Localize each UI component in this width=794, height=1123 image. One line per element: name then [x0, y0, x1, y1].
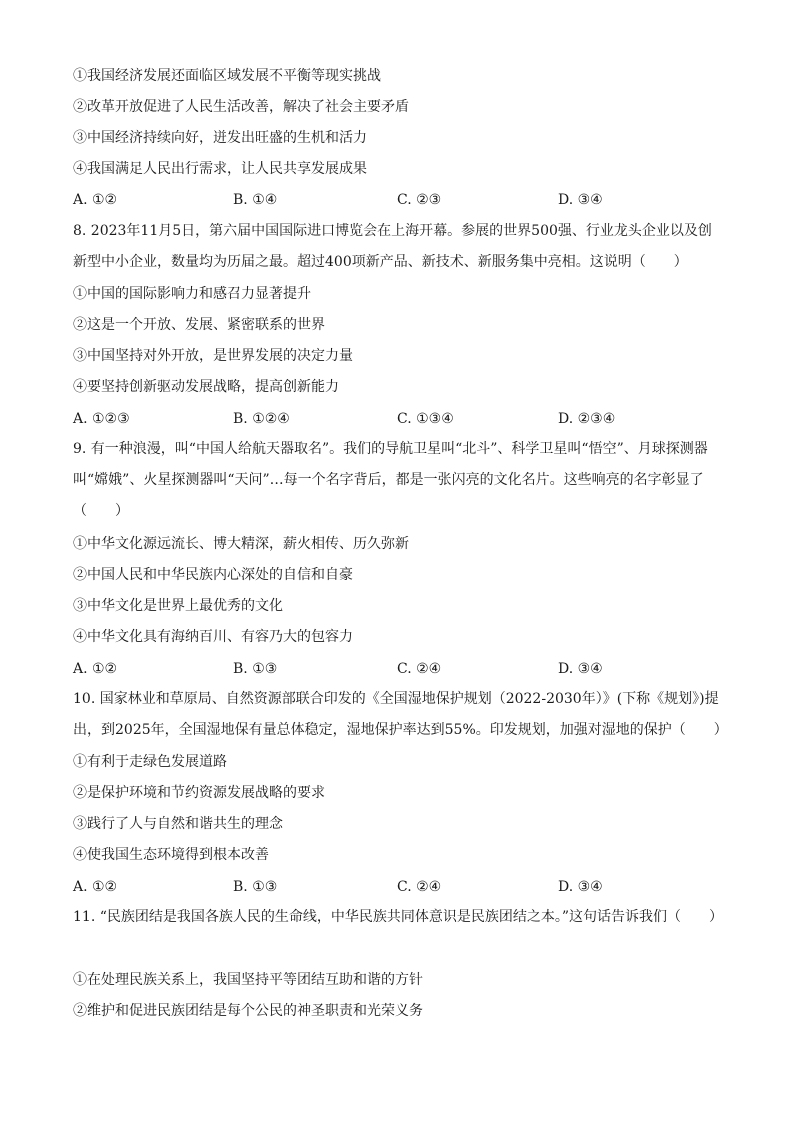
option-a: A. ①②	[73, 661, 118, 677]
option-b: B. ①③	[233, 661, 278, 677]
item-line: ①中国的国际影响力和感召力显著提升	[73, 286, 311, 302]
option-d: D. ③④	[558, 879, 603, 895]
question-8-stem: 8. 2023年11月5日，第六届中国国际进口博览会在上海开幕。参展的世界500强、行业龙头企业以及创新型中小企业，数量均为历届之最。超过400项新产品、新技术、新服务集中亮相。这说明（ ）	[73, 223, 712, 270]
question-10-stem: 10. 国家林业和草原局、自然资源部联合印发的《全国湿地保护规划（2022-2030年）》(下称《规划》)提出，到2025年，全国湿地保有量总体稳定，湿地保护率达到55%。印发规划，加强对湿地的保护（ ）	[73, 691, 728, 738]
item-line: ①在处理民族关系上，我国坚持平等团结互助和谐的方针	[73, 972, 423, 988]
item-line: ②是保护环境和节约资源发展战略的要求	[73, 785, 325, 801]
option-b: B. ①③	[233, 879, 278, 895]
item-line: ④要坚持创新驱动发展战略，提高创新能力	[73, 379, 339, 395]
question-11-stem: 11. “民族团结是我国各族人民的生命线，中华民族共同体意识是民族团结之本。”这句话告诉我们（ ）	[73, 909, 724, 925]
option-b: B. ①④	[233, 192, 278, 208]
question-9-stem: 9. 有一种浪漫，叫“中国人给航天器取名”。我们的导航卫星叫“北斗”、科学卫星叫“悟空”、月球探测器叫“嫦娥”、火星探测器叫“天问”…每一个名字背后，都是一张闪亮的文化名片。这些响亮的名字彰显了（ ）	[73, 441, 708, 519]
option-c: C. ②④	[397, 879, 442, 895]
item-line: ①中华文化源远流长、博大精深，薪火相传、历久弥新	[73, 536, 409, 552]
option-c: C. ②④	[397, 661, 442, 677]
item-line: ①有利于走绿色发展道路	[73, 754, 227, 770]
option-c: C. ①③④	[397, 411, 454, 427]
option-a: A. ①②	[73, 879, 118, 895]
item-line: ④我国满足人民出行需求，让人民共享发展成果	[73, 161, 367, 177]
item-line: ④使我国生态环境得到根本改善	[73, 847, 269, 863]
item-line: ④中华文化具有海纳百川、有容乃大的包容力	[73, 629, 353, 645]
item-line: ②中国人民和中华民族内心深处的自信和自豪	[73, 567, 353, 583]
item-line: ②改革开放促进了人民生活改善，解决了社会主要矛盾	[73, 99, 409, 115]
option-d: D. ③④	[558, 661, 603, 677]
option-d: D. ②③④	[558, 411, 616, 427]
option-b: B. ①②④	[233, 411, 290, 427]
item-line: ③中华文化是世界上最优秀的文化	[73, 598, 283, 614]
item-line: ②维护和促进民族团结是每个公民的神圣职责和光荣义务	[73, 1003, 423, 1019]
item-line: ①我国经济发展还面临区域发展不平衡等现实挑战	[73, 68, 381, 84]
item-line: ③中国经济持续向好，迸发出旺盛的生机和活力	[73, 130, 367, 146]
item-line: ③中国坚持对外开放，是世界发展的决定力量	[73, 348, 353, 364]
option-d: D. ③④	[558, 192, 603, 208]
option-c: C. ②③	[397, 192, 442, 208]
option-a: A. ①②	[73, 192, 118, 208]
item-line: ③践行了人与自然和谐共生的理念	[73, 816, 283, 832]
option-a: A. ①②③	[73, 411, 130, 427]
item-line: ②这是一个开放、发展、紧密联系的世界	[73, 317, 325, 333]
